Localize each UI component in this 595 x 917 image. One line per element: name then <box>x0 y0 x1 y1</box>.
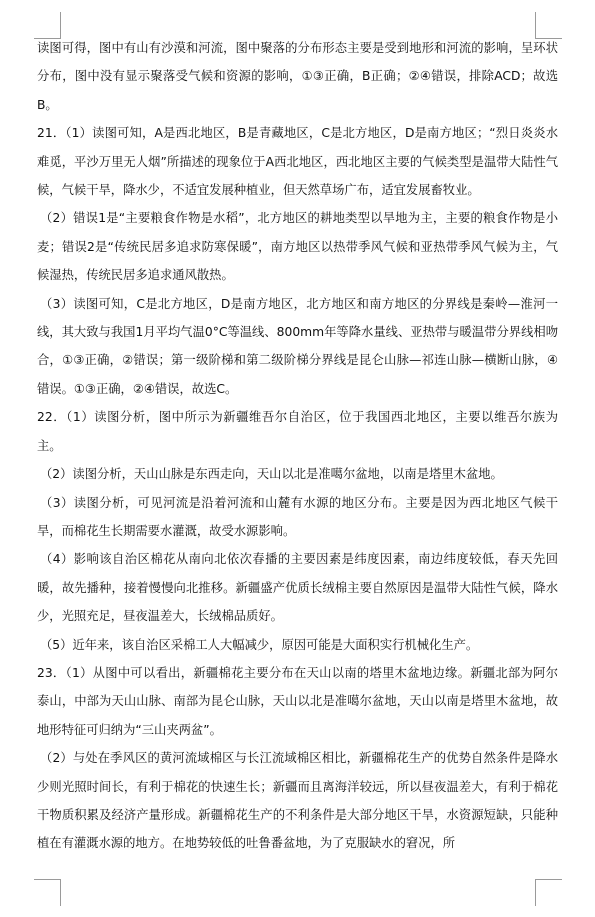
paragraph-q23-part1: 23．（1）从图中可以看出，新疆棉花主要分布在天山以南的塔里木盆地边缘。新疆北部为阿尔泰山，中部为天山山脉、南部为昆仑山脉，天山以北是准噶尔盆地，天山以南是塔里木盆地，故地形特征可归纳为“三山夹两盆”。 <box>37 665 558 737</box>
document-body <box>37 34 558 884</box>
paragraph-q21-part2: （2）错误1是“主要粮食作物是水稻”，北方地区的耕地类型以旱地为主，主要的粮食作物是小麦；错误2是“传统民居多追求防寒保暖”，南方地区以热带季风气候和亚热带季风气候为主，气候湿热，传统民居多追求通风散热。 <box>37 211 558 283</box>
paragraph-q21-part1: 21．（1）读图可知，A是西北地区，B是青藏地区，C是北方地区，D是南方地区；“烈日炎炎水难觅，平沙万里无人烟”所描述的现象位于A西北地区，西北地区主要的气候类型是温带大陆性气候，气候干旱，降水少，不适宜发展种植业，但天然草场广布，适宜发展畜牧业。 <box>37 126 558 198</box>
paragraph-q22-part4: （4）影响该自治区棉花从南向北依次春播的主要因素是纬度因素，南边纬度较低，春天先回暖，故先播种，接着慢慢向北推移。新疆盛产优质长绒棉主要自然原因是温带大陆性气候，降水少，光照充足，昼夜温差大，长绒棉品质好。 <box>37 552 558 624</box>
paragraph-q23-part2: （2）与处在季风区的黄河流域棉区与长江流域棉区相比，新疆棉花生产的优势自然条件是降水少则光照时间长，有利于棉花的快速生长；新疆而且离海洋较远，所以昼夜温差大，有利于棉花干物质积累及经济产量形成。新疆棉花生产的不利条件是大部分地区干旱，水资源短缺，只能种植在有灌溉水源的地方。在地势较低的吐鲁番盆地，为了克服缺水的窘况，所 <box>37 751 558 851</box>
paragraph-q22-part2: （2）读图分析，天山山脉是东西走向，天山以北是准噶尔盆地，以南是塔里木盆地。 <box>40 467 503 482</box>
paragraph-q22-part1: 22．（1）读图分析，图中所示为新疆维吾尔自治区，位于我国西北地区，主要以维吾尔族为主。 <box>37 410 558 453</box>
paragraph-q20-conclusion: 读图可得，图中有山有沙漠和河流，图中聚落的分布形态主要是受到地形和河流的影响，呈环状分布，图中没有显示聚落受气候和资源的影响，①③正确，B正确；②④错误，排除ACD；故选B。 <box>37 41 558 112</box>
paragraph-q22-part5: （5）近年来，该自治区采棉工人大幅减少，原因可能是大面积实行机械化生产。 <box>40 637 479 652</box>
paragraph-q21-part3: （3）读图可知，C是北方地区，D是南方地区，北方地区和南方地区的分界线是秦岭—淮河一线，其大致与我国1月平均气温0°C等温线、800mm年等降水量线、亚热带与暖温带分界线相吻合，①③正确，②错误；第一级阶梯和第二级阶梯分界线是昆仑山脉—祁连山脉—横断山脉，④错误。①③正确，②④错误，故选C。 <box>37 296 558 396</box>
paragraph-q22-part3: （3）读图分析，可见河流是沿着河流和山麓有水源的地区分布。主要是因为西北地区气候干旱，而棉花生长期需要水灌溉，故受水源影响。 <box>37 495 558 538</box>
